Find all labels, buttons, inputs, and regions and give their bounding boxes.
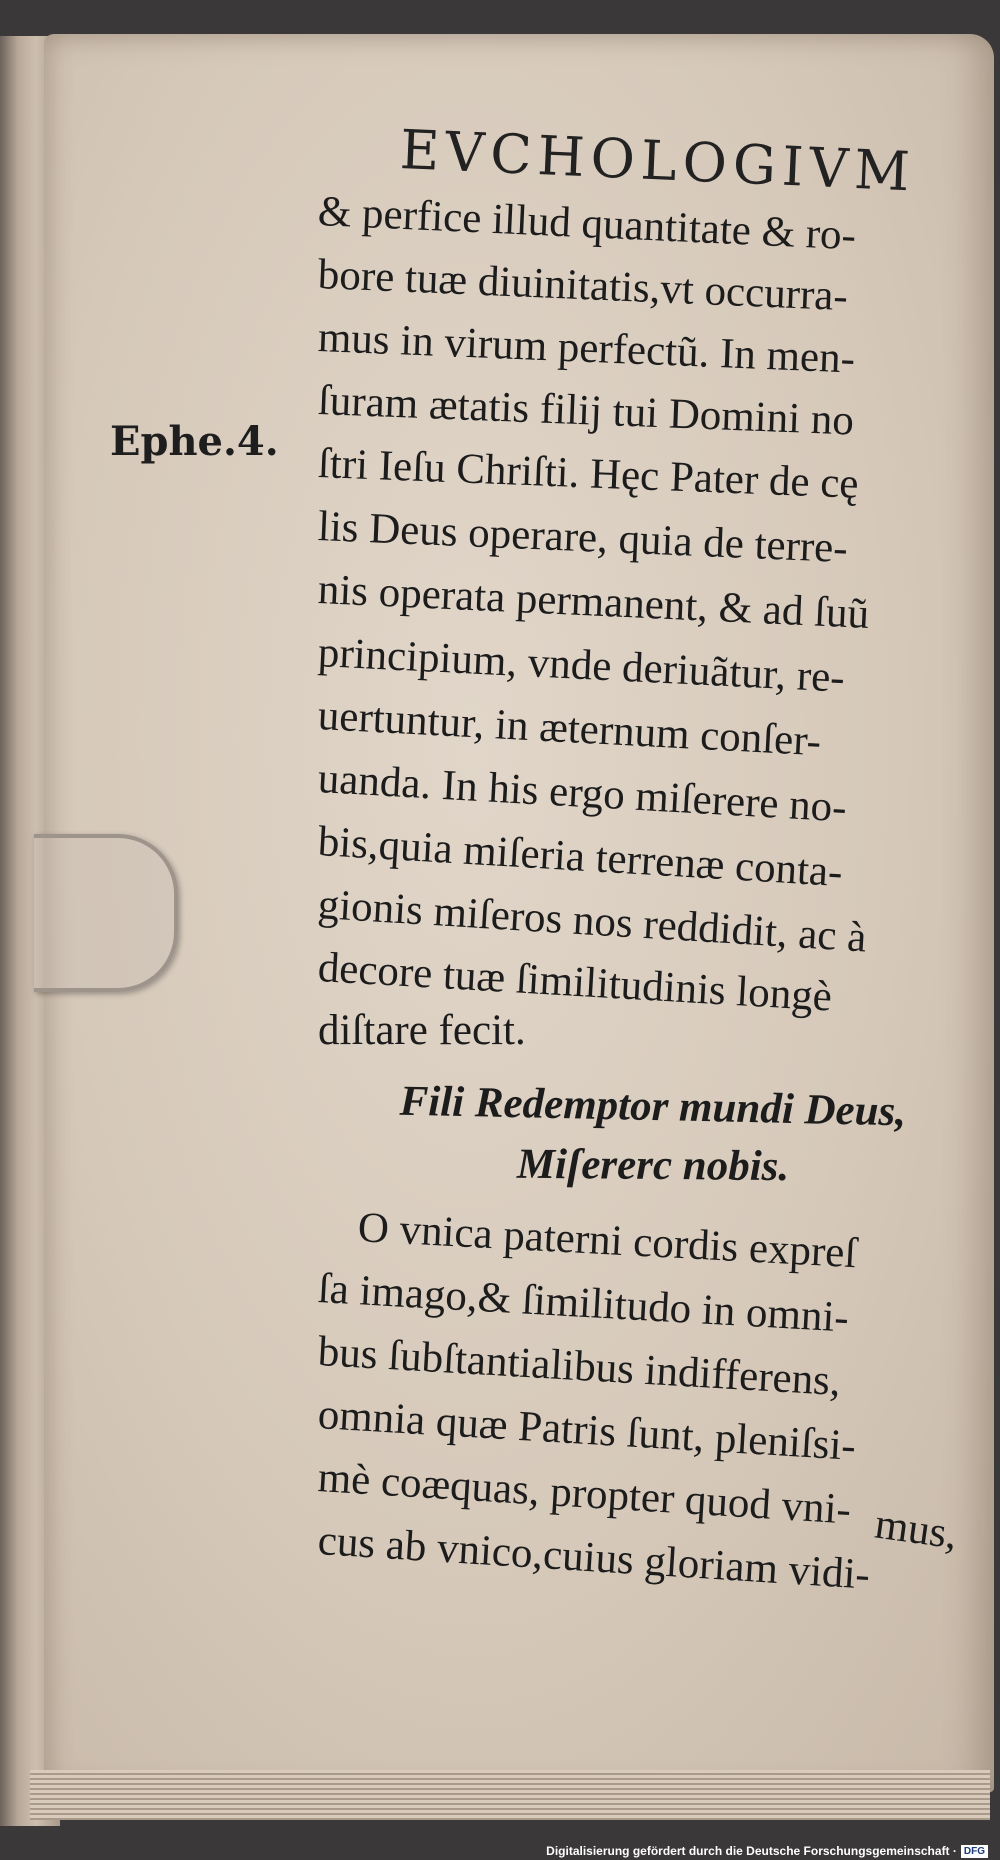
credit-text: Digitalisierung gefördert durch die Deutsche Forschungsgemeinschaft · [546,1844,957,1858]
page-clip [34,834,178,992]
text-line: nis operata permanent, & ad ſuũ [316,566,871,639]
text-line: bus ſubſtantialibus indifferens, [316,1328,842,1406]
running-head: EVCHOLOGIVM [398,118,917,204]
text-line: lis Deus operare, quia de terre- [317,503,849,573]
dfg-logo[interactable]: DFG [961,1845,988,1858]
text-line: & perfice illud quantitate & ro- [316,188,858,260]
digitization-credit [546,1844,988,1858]
text-line: mè coæquas, propter quod vni- [316,1454,853,1534]
text-block [316,180,988,1599]
catchword: mus, [872,1500,961,1559]
margin-note: Ephe.4. [110,418,279,465]
invocation-line: Fili Redemptor mundi Deus, [399,1077,907,1136]
invocation-response: Miſererc nobis. [516,1140,790,1191]
text-line: ſa imago,& ſimilitudo in omni- [316,1265,850,1342]
text-line: mus in virum perfectũ. In men- [317,314,856,383]
text-line: uanda. In his ergo miſerere no- [316,755,848,832]
text-line: cus ab vnico,cuius gloriam vidi- [316,1517,872,1599]
text-line: bore tuæ diuinitatis,vt occurra- [317,251,849,321]
text-line: principium, vnde deriuãtur, re- [316,629,846,702]
text-line: omnia quæ Patris ſunt, pleniſsi- [316,1391,858,1470]
text-line: uertuntur, in æternum conſer- [316,692,823,766]
text-line: bis,quia miſeria terrenæ conta- [316,818,844,897]
text-line: ſtri Ieſu Chriſti. Hęc Pater de cę [317,440,860,508]
text-line: diſtare fecit. [318,1007,526,1054]
text-line: ſuram ætatis filij tui Domini no [317,377,855,445]
text-line: decore tuæ ſimilitudinis longè [316,944,834,1021]
text-line: gionis miſeros nos reddidit, ac à [316,881,868,962]
page-stack [30,1770,990,1820]
text-line: O vnica paterni cordis expreſ [356,1204,858,1278]
